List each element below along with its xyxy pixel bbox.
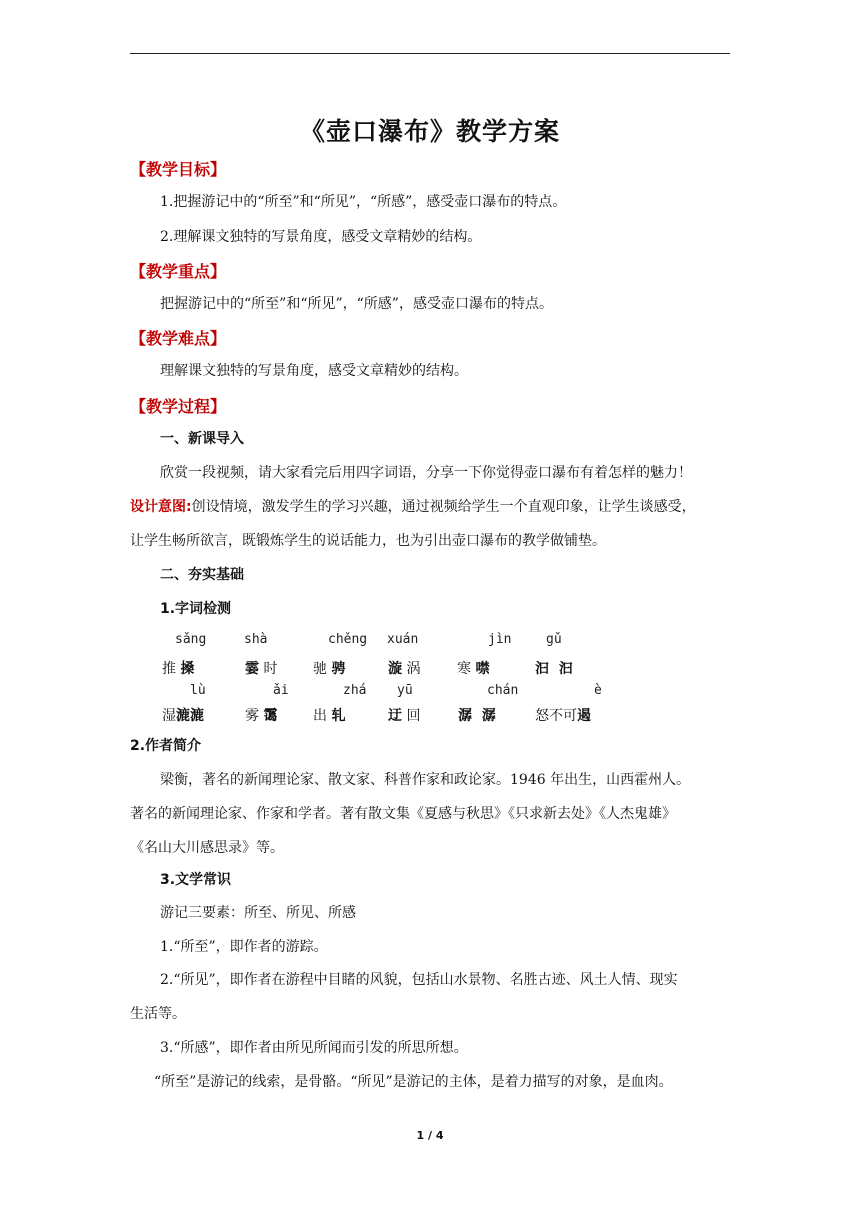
goals-heading: 【教学目标】 xyxy=(130,160,227,179)
pinyin: gǔ xyxy=(546,632,562,647)
process-heading: 【教学过程】 xyxy=(130,397,227,416)
pinyin: yū xyxy=(397,683,413,698)
literature-heading: 3.文学常识 xyxy=(160,872,232,888)
vocab-word: 出 轧 xyxy=(313,708,346,724)
pinyin: sǎng xyxy=(175,632,207,647)
author-line-2: 著名的新闻理论家、作家和学者。著有散文集《夏感与秋思》《只求新去处》《人杰鬼雄》 xyxy=(130,806,676,822)
part1-heading: 一、新课导入 xyxy=(160,431,244,447)
vocab-word: 怒不可遏 xyxy=(535,708,591,724)
pinyin: lù xyxy=(190,683,206,698)
difficulties-text: 理解课文独特的写景角度，感受文章精妙的结构。 xyxy=(160,363,468,379)
literature-item-3: 3.“所感”，即作者由所见所闻而引发的所思所想。 xyxy=(160,1040,468,1056)
literature-summary: “所至”是游记的线索，是骨骼。“所见”是游记的主体，是着力描写的对象，是血肉。 xyxy=(154,1074,673,1090)
literature-item-2a: 2.“所见”，即作者在游程中目睹的风貌，包括山水景物、名胜古迹、风土人情、现实 xyxy=(160,972,678,988)
vocab-word: 潺 潺 xyxy=(458,708,496,724)
author-line-3: 《名山大川感思录》等。 xyxy=(130,840,284,856)
difficulties-heading: 【教学难点】 xyxy=(130,329,227,348)
vocab-heading: 1.字词检测 xyxy=(160,601,232,617)
literature-item-1: 1.“所至”，即作者的游踪。 xyxy=(160,939,328,955)
header-rule xyxy=(130,53,730,54)
key-points-text: 把握游记中的“所至”和“所见”，“所感”，感受壶口瀑布的特点。 xyxy=(160,296,553,312)
page-number: 1 / 4 xyxy=(416,1129,444,1142)
goal-item-1: 1.把握游记中的“所至”和“所见”，“所感”，感受壶口瀑布的特点。 xyxy=(160,194,567,210)
part2-heading: 二、夯实基础 xyxy=(160,567,244,583)
pinyin: ǎi xyxy=(273,683,289,698)
vocab-word: 驰 骋 xyxy=(313,661,346,677)
part1-text: 欣赏一段视频，请大家看完后用四字词语，分享一下你觉得壶口瀑布有着怎样的魅力！ xyxy=(160,465,692,481)
design-intent-label: 设计意图: xyxy=(130,499,192,515)
vocab-word: 迂 回 xyxy=(388,708,421,724)
pinyin: chán xyxy=(487,683,519,698)
author-line-1: 梁衡，著名的新闻理论家、散文家、科普作家和政论家。1946 年出生，山西霍州人。 xyxy=(160,772,691,788)
design-intent-line-2: 让学生畅所欲言，既锻炼学生的说话能力，也为引出壶口瀑布的教学做铺垫。 xyxy=(130,533,606,549)
pinyin: xuán xyxy=(387,632,419,647)
vocab-word: 寒 噤 xyxy=(457,661,490,677)
author-heading: 2.作者简介 xyxy=(130,738,202,754)
vocab-word: 雾 霭 xyxy=(245,708,278,724)
design-intent-line-1 xyxy=(130,496,696,516)
literature-item-2b: 生活等。 xyxy=(130,1006,186,1022)
pinyin: chěng xyxy=(328,632,368,647)
goal-item-2: 2.理解课文独特的写景角度，感受文章精妙的结构。 xyxy=(160,229,482,245)
literature-intro: 游记三要素：所至、所见、所感 xyxy=(160,905,356,921)
pinyin: è xyxy=(594,683,602,698)
vocab-word: 湿漉漉 xyxy=(162,708,204,724)
vocab-word: 汩 汩 xyxy=(535,661,573,677)
pinyin: zhá xyxy=(343,683,367,698)
pinyin: shà xyxy=(244,632,268,647)
vocab-word: 推 搡 xyxy=(162,661,195,677)
key-points-heading: 【教学重点】 xyxy=(130,262,227,281)
pinyin: jìn xyxy=(488,632,512,647)
vocab-word: 霎 时 xyxy=(245,661,278,677)
design-intent-text-1: 创设情境，激发学生的学习兴趣，通过视频给学生一个直观印象，让学生谈感受， xyxy=(191,499,696,515)
vocab-word: 漩 涡 xyxy=(388,661,421,677)
document-title: 《壶口瀑布》教学方案 xyxy=(299,117,560,146)
